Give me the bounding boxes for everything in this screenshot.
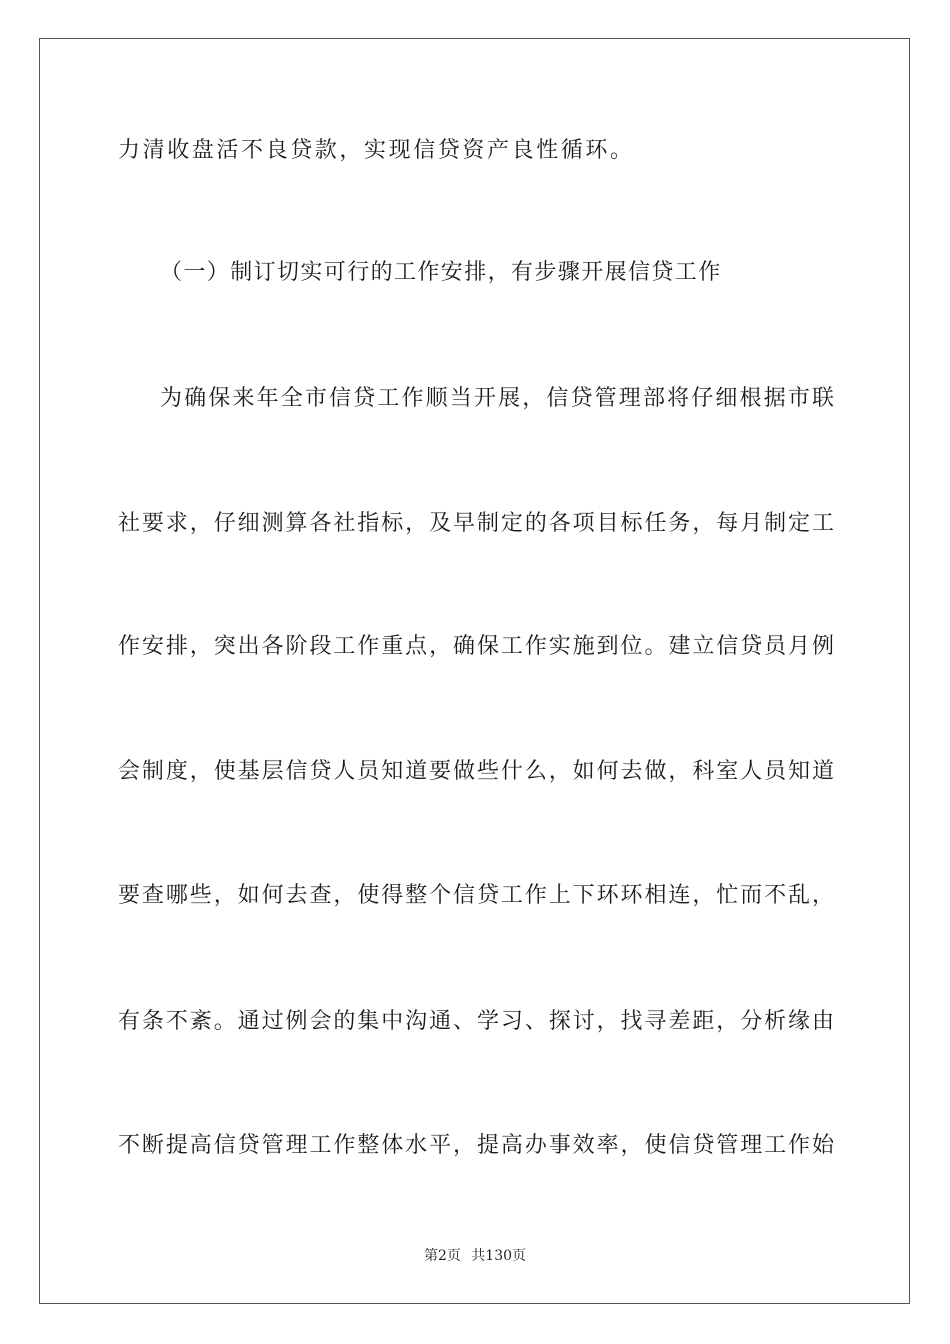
paragraph-line-7: 有条不紊。通过例会的集中沟通、学习、探讨，找寻差距，分析缘由 [118, 1009, 834, 1034]
paragraph-line-2: 为确保来年全市信贷工作顺当开展，信贷管理部将仔细根据市联 [160, 386, 834, 411]
paragraph-line-8: 不断提高信贷管理工作整体水平，提高办事效率，使信贷管理工作始 [118, 1133, 834, 1158]
paragraph-line-1: 力清收盘活不良贷款，实现信贷资产良性循环。 [118, 138, 635, 163]
section-heading: （一）制订切实可行的工作安排，有步骤开展信贷工作 [160, 260, 722, 285]
paragraph-line-6: 要查哪些，如何去查，使得整个信贷工作上下环环相连，忙而不乱， [118, 883, 834, 908]
paragraph-line-4: 作安排，突出各阶段工作重点，确保工作实施到位。建立信贷员月例 [118, 634, 834, 659]
page-border [39, 38, 910, 1304]
page-number-footer: 第2页 共130页 [423, 1248, 527, 1264]
paragraph-line-5: 会制度，使基层信贷人员知道要做些什么，如何去做，科室人员知道 [118, 759, 834, 784]
paragraph-line-3: 社要求，仔细测算各社指标，及早制定的各项目标任务，每月制定工 [118, 511, 834, 536]
